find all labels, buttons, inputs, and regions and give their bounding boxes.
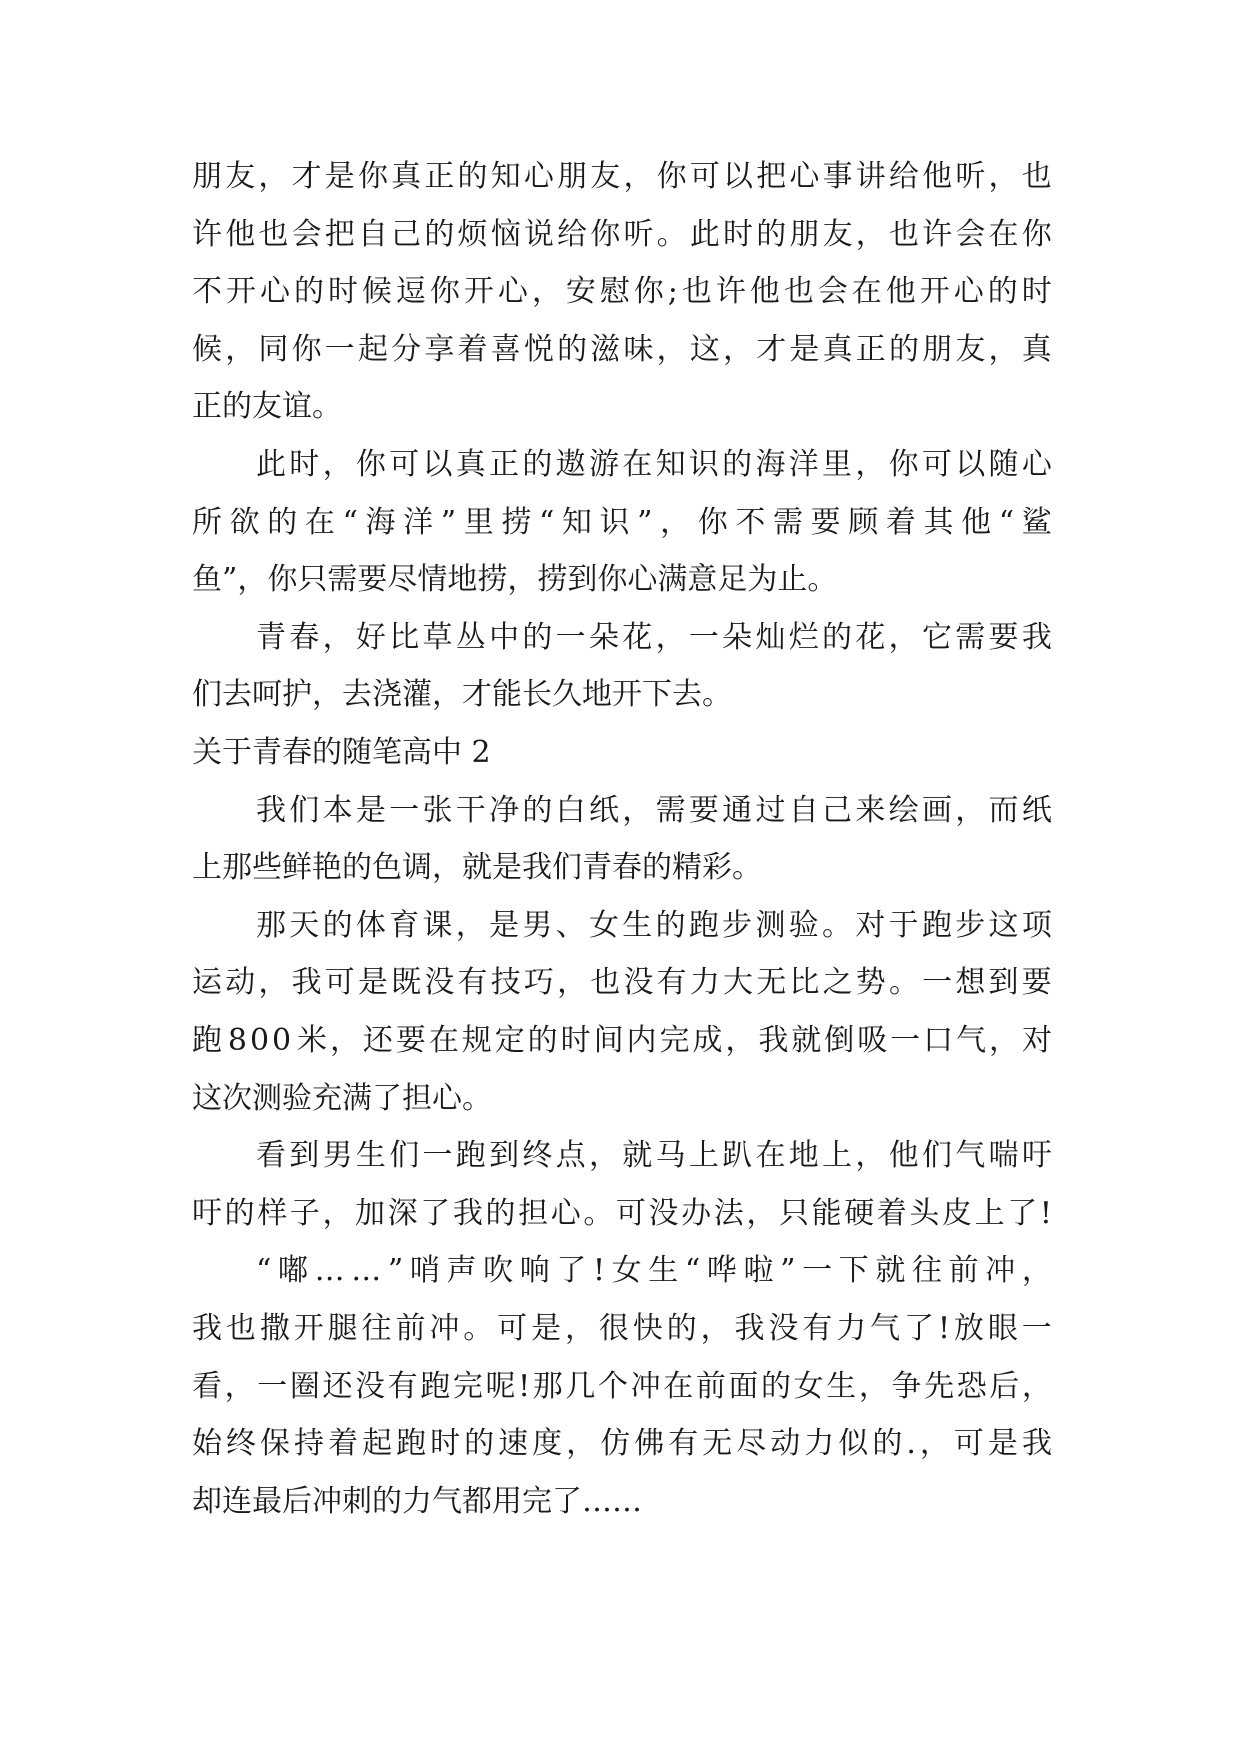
text-line: 始 终 保 持 着 起 跑 时 的 速 度 ， 仿 佛 有 无 尽 动 力 似 的 . ， 可 是 我 bbox=[192, 1426, 1052, 1461]
text-line: 运 动 ， 我 可 是 既 没 有 技 巧 ， 也 没 有 力 大 无 比 之 势 。 一 想 到 要 bbox=[192, 965, 1052, 1000]
text-line: 关于青春的随笔高中 2 bbox=[192, 735, 491, 770]
text-line: 上那些鲜艳的色调，就是我们青春的精彩。 bbox=[192, 850, 762, 885]
text-line: 看 到 男 生 们 一 跑 到 终 点 ， 就 马 上 趴 在 地 上 ， 他 们 气 喘 吁 bbox=[256, 1138, 1052, 1173]
text-line: 这次测验充满了担心。 bbox=[192, 1081, 492, 1116]
text-line: 所 欲 的 在 “ 海 洋 ” 里 捞 “ 知 识 ” ， 你 不 需 要 顾 着 其 他 “ 鲨 bbox=[192, 505, 1052, 540]
text-line: 候 ， 同 你 一 起 分 享 着 喜 悦 的 滋 味 ， 这 ， 才 是 真 正 的 朋 友 ， 真 bbox=[192, 332, 1052, 367]
text-line: 们去呵护，去浇灌，才能长久地开下去。 bbox=[192, 677, 732, 712]
text-line: 朋 友 ， 才 是 你 真 正 的 知 心 朋 友 ， 你 可 以 把 心 事 讲 给 他 听 ， 也 bbox=[192, 159, 1052, 194]
text-line: 不 开 心 的 时 候 逗 你 开 心 ， 安 慰 你 ; 也 许 他 也 会 在 他 开 心 的 时 bbox=[192, 274, 1052, 309]
text-line: 吁 的 样 子 ， 加 深 了 我 的 担 心 。 可 没 办 法 ， 只 能 硬 着 头 皮 上 了 ! bbox=[192, 1196, 1052, 1231]
text-line: 却连最后冲刺的力气都用完了…… bbox=[192, 1484, 642, 1519]
text-line: 正的友谊。 bbox=[192, 389, 342, 424]
text-line: 许 他 也 会 把 自 己 的 烦 恼 说 给 你 听 。 此 时 的 朋 友 ， 也 许 会 在 你 bbox=[192, 217, 1052, 252]
text-line: 鱼”，你只需要尽情地捞，捞到你心满意足为止。 bbox=[192, 562, 838, 597]
text-line: 我 也 撒 开 腿 往 前 冲 。 可 是 ， 很 快 的 ， 我 没 有 力 气 了 ! 放 眼 一 bbox=[192, 1311, 1052, 1346]
text-line: 那 天 的 体 育 课 ， 是 男 、 女 生 的 跑 步 测 验 。 对 于 跑 步 这 项 bbox=[256, 908, 1052, 943]
text-line: 此 时 ， 你 可 以 真 正 的 遨 游 在 知 识 的 海 洋 里 ， 你 可 以 随 心 bbox=[256, 447, 1052, 482]
text-line: 跑 8 0 0 米 ， 还 要 在 规 定 的 时 间 内 完 成 ， 我 就 倒 吸 一 口 气 ， 对 bbox=[192, 1023, 1052, 1058]
text-line: 青 春 ， 好 比 草 丛 中 的 一 朵 花 ， 一 朵 灿 烂 的 花 ， 它 需 要 我 bbox=[256, 620, 1052, 655]
text-line: 我 们 本 是 一 张 干 净 的 白 纸 ， 需 要 通 过 自 己 来 绘 画 ， 而 纸 bbox=[256, 793, 1052, 828]
text-line: “ 嘟 … … ” 哨 声 吹 响 了 ! 女 生 “ 哗 啦 ” 一 下 就 往 前 冲 ， bbox=[256, 1253, 1052, 1288]
text-line: 看 ， 一 圈 还 没 有 跑 完 呢 ! 那 几 个 冲 在 前 面 的 女 生 ， 争 先 恐 后 ， bbox=[192, 1369, 1052, 1404]
